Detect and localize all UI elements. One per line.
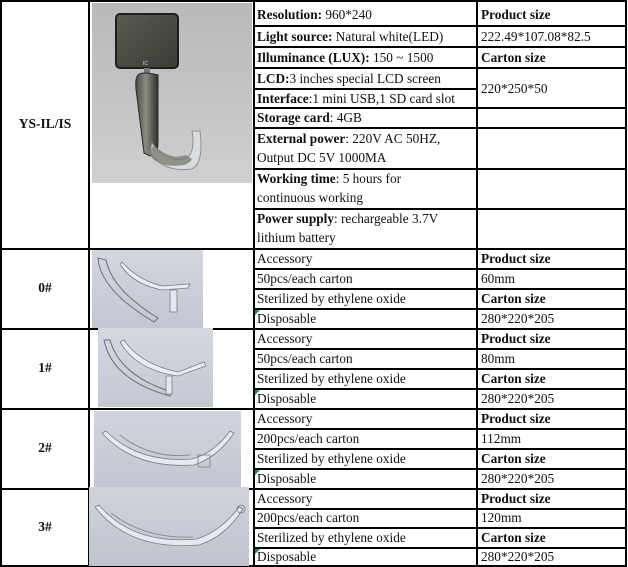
spec-label: Working time — [257, 171, 336, 186]
blade-use: Disposable — [257, 391, 317, 406]
spec-value: Natural white(LED) — [332, 29, 444, 44]
spec-label: LCD: — [257, 71, 290, 86]
carton-size-value: 280*220*205 — [481, 471, 555, 486]
blade-3-image — [89, 487, 249, 566]
device-image — [92, 3, 252, 183]
carton-size-value: 220*250*50 — [481, 81, 548, 96]
spec-value: : rechargeable 3.7V — [333, 211, 439, 226]
blade-icon — [92, 250, 203, 328]
blade-use: Disposable — [257, 471, 317, 486]
blade-use: Disposable — [257, 311, 317, 326]
spec-label: Interface — [257, 91, 309, 106]
grid-line — [625, 0, 627, 567]
blade-icon — [89, 487, 249, 566]
blade-0-image — [92, 250, 203, 328]
model-label: 3# — [38, 519, 52, 534]
video-laryngoscope-icon — [92, 3, 252, 183]
spec-value-line2: continuous working — [257, 190, 363, 205]
blade-qty: 200pcs/each carton — [257, 431, 360, 446]
product-size-value: 112mm — [481, 431, 522, 446]
product-size-value: 80mm — [481, 351, 515, 366]
product-size-value: 60mm — [481, 271, 515, 286]
spec-external-power — [254, 129, 476, 167]
blade-accessory: Accessory — [257, 251, 313, 266]
blade-1-image — [98, 328, 213, 407]
spec-label: Illuminance (LUX): — [257, 50, 370, 65]
spec-label: Storage card — [257, 110, 330, 125]
spec-label: Power supply — [257, 211, 334, 226]
carton-size-value: 280*220*205 — [481, 391, 555, 406]
carton-size-value: 280*220*205 — [481, 311, 555, 326]
blade-sterilization: Sterilized by ethylene oxide — [257, 451, 406, 466]
spec-lcd — [254, 69, 476, 88]
spec-value-line2: Output DC 5V 1000MA — [257, 150, 387, 165]
spec-storage — [254, 108, 476, 127]
model-label: 0# — [38, 280, 52, 295]
product-size-value: 222.49*107.08*82.5 — [481, 29, 591, 44]
spec-value: : 220V AC 50HZ, — [345, 131, 441, 146]
spec-working-time — [254, 169, 476, 207]
spec-light-source — [254, 27, 476, 46]
spec-value: :1 mini USB,1 SD card slot — [308, 91, 455, 106]
blade-qty: 50pcs/each carton — [257, 271, 353, 286]
product-size-label: Product size — [481, 491, 551, 506]
spec-value: 960*240 — [322, 7, 372, 22]
grid-line — [0, 0, 627, 2]
spec-label: External power — [257, 131, 346, 146]
blade-qty: 200pcs/each carton — [257, 510, 360, 525]
carton-size-label: Carton size — [481, 530, 546, 545]
spec-label: Light source: — [257, 29, 333, 44]
carton-size-label: Carton size — [481, 50, 546, 65]
blade-qty: 50pcs/each carton — [257, 351, 353, 366]
model-label: 2# — [38, 440, 52, 455]
spec-value: : 4GB — [329, 110, 362, 125]
spec-power-supply — [254, 209, 476, 247]
blade-accessory: Accessory — [257, 331, 313, 346]
product-size-label: Product size — [481, 7, 551, 22]
carton-size-label: Carton size — [481, 291, 546, 306]
spec-value: : 5 hours for — [335, 171, 402, 186]
product-size-label: Product size — [481, 411, 551, 426]
blade-accessory: Accessory — [257, 491, 313, 506]
product-size-value: 120mm — [481, 510, 522, 525]
spec-interface — [254, 89, 476, 108]
blade-sterilization: Sterilized by ethylene oxide — [257, 530, 406, 545]
carton-size-label: Carton size — [481, 371, 546, 386]
blade-use: Disposable — [257, 549, 317, 564]
blade-icon — [94, 411, 241, 487]
blade-2-image — [94, 411, 241, 487]
product-size-label: Product size — [481, 251, 551, 266]
grid-line — [88, 0, 90, 567]
svg-text:IC: IC — [143, 61, 148, 67]
spec-value: 150 ~ 1500 — [369, 50, 434, 65]
spec-resolution — [254, 5, 476, 24]
model-label: YS-IL/IS — [18, 116, 72, 131]
carton-size-value: 280*220*205 — [481, 549, 555, 564]
carton-size-label: Carton size — [481, 451, 546, 466]
spec-value: 3 inches special LCD screen — [289, 71, 441, 86]
spec-label: Resolution: — [257, 7, 323, 22]
spec-value-line2: lithium battery — [257, 230, 336, 245]
spec-illuminance — [254, 48, 476, 67]
product-size-label: Product size — [481, 331, 551, 346]
blade-accessory: Accessory — [257, 411, 313, 426]
model-label: 1# — [38, 360, 52, 375]
blade-sterilization: Sterilized by ethylene oxide — [257, 371, 406, 386]
blade-icon — [98, 328, 213, 407]
blade-sterilization: Sterilized by ethylene oxide — [257, 291, 406, 306]
